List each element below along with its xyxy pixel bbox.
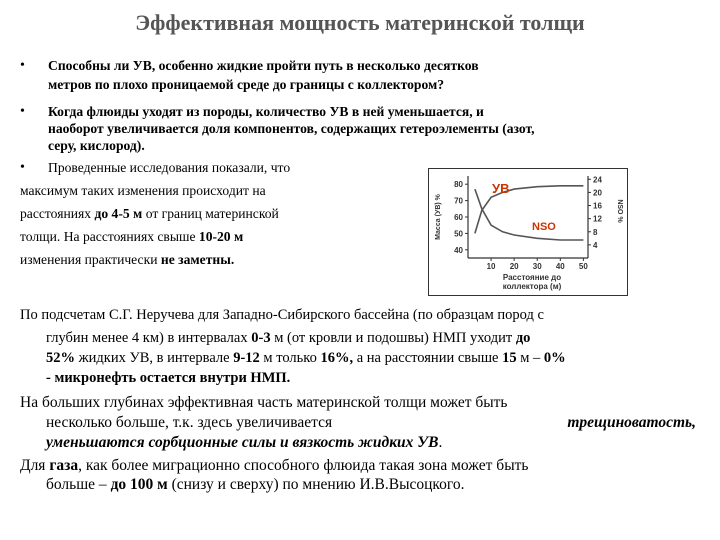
series-label-uv: УВ [492,181,510,196]
x-axis-title-line-1: Расстояние до [502,273,562,282]
bullet-1-line-2: метров по плохо проницаемой среде до границы с коллектором? [48,77,445,92]
bullet-2-line-3: серу, кислород). [48,138,145,153]
x-tick-label: 30 [532,262,542,271]
bullet-3-line-1: Проведенные исследования показали, что [48,160,291,175]
y-right-tick-label: 8 [593,227,598,237]
bullet-marker: • [20,58,25,73]
para-2-line-3: уменьшаются сорбционные силы и вязкость жидких УВ. [46,434,443,451]
x-tick-label: 20 [509,262,519,271]
y-right-tick-label: 12 [593,214,602,224]
x-tick-label: 40 [555,262,565,271]
para-2-line-2: несколько больше, т.к. здесь увеличивается трещиноватость, [46,414,696,431]
bullet-3-line-2: максимум таких изменения происходит на [20,183,266,198]
para-3-line-1: Для газа, как более миграционно способного флюида такая зона может быть [20,457,529,474]
y-left-tick-label: 50 [454,229,463,239]
bullet-3-line-5: изменения практически не заметны. [20,252,235,267]
y-right-tick-label: 24 [593,175,602,185]
para-2-line-1: На больших глубинах эффективная часть материнской толщи может быть [20,394,508,411]
bullet-1-line-1: Способны ли УВ, особенно жидкие пройти путь в несколько десятков [48,58,479,73]
bullet-3-line-4: толщи. На расстояниях свыше 10-20 м [20,229,244,244]
series-label-nso: NSO [532,221,556,233]
page-title: Эффективная мощность материнской толщи [135,10,585,35]
x-axis-title-line-2: коллектора (м) [502,282,562,291]
y-right-tick-label: 4 [593,240,598,250]
bullet-3-line-3: расстояниях до 4-5 м от границ материнской [20,206,279,221]
y-left-axis-title: Масса (УВ) % [435,194,442,240]
para-1-line-2: глубин менее 4 км) в интервалах 0-3 м (от кровли и подошвы) НМП уходит до [46,330,531,346]
bullet-2-line-2: наоборот увеличивается доля компонентов, содержащих гетероэлементы (азот, [48,121,535,136]
y-right-axis-title: NSO % [616,199,623,223]
y-right-tick-label: 16 [593,201,602,211]
chart-uv-nso [428,168,628,296]
x-tick-label: 10 [486,262,496,271]
bullet-marker: • [20,104,25,119]
y-left-tick-label: 40 [454,245,463,255]
para-1-line-4: - микронефть остается внутри НМП. [46,370,291,386]
x-tick-label: 50 [578,262,588,271]
y-left-tick-label: 80 [454,180,463,190]
para-1-line-1: По подсчетам С.Г. Неручева для Западно-Сибирского бассейна (по образцам пород с [20,307,544,323]
para-3-line-2: больше – до 100 м (снизу и сверху) по мнению И.В.Высоцкого. [46,476,465,493]
bullet-marker: • [20,160,25,175]
y-right-tick-label: 20 [593,188,602,198]
bullet-2-line-1: Когда флюиды уходят из породы, количество УВ в ней уменьшается, и [48,104,484,119]
para-1-line-3: 52% жидких УВ, в интервале 9-12 м только 16%, а на расстоянии свыше 15 м – 0% [46,350,566,366]
y-left-tick-label: 60 [454,213,463,222]
y-left-tick-label: 70 [454,196,463,206]
